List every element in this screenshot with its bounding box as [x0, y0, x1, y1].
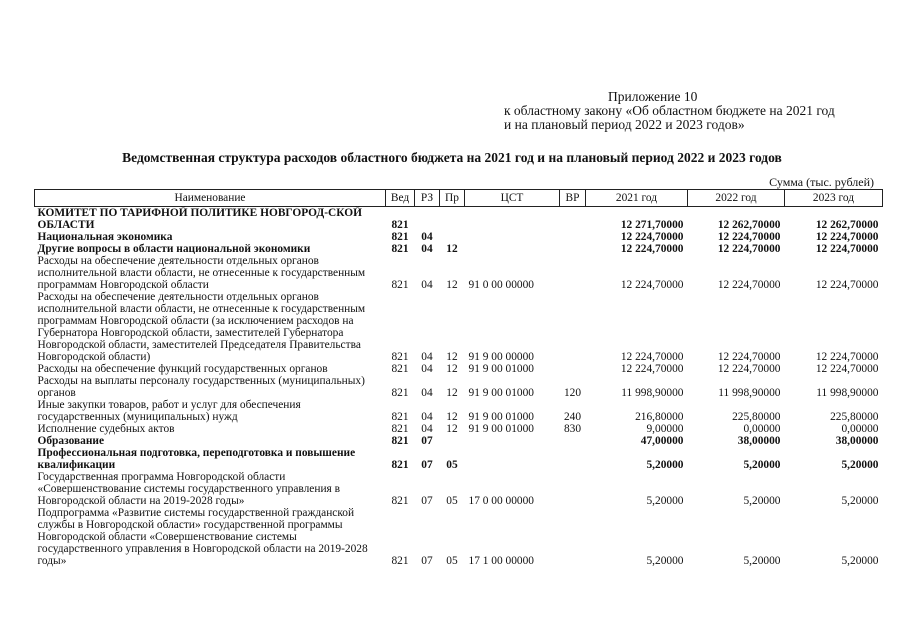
cell-pr: 12: [446, 351, 458, 363]
cell-ved: 821: [391, 555, 409, 567]
cell-pr: 12: [446, 363, 458, 375]
table-header-row: [35, 190, 883, 207]
cell-ved: 821: [391, 219, 409, 231]
table-row: [35, 255, 883, 291]
cell-2021: 5,20000: [646, 459, 684, 471]
cell-cst: [465, 435, 560, 447]
cell-rz: 04: [421, 423, 433, 435]
cell-name: Другие вопросы в области национальной экономики: [37, 243, 311, 255]
cell-vr: [560, 255, 586, 291]
cell-2022: 5,20000: [743, 459, 781, 471]
cell-2021: 12 224,70000: [620, 243, 684, 255]
table-body: [35, 207, 883, 568]
appendix-header: [504, 90, 884, 132]
cell-2023: 225,80000: [830, 411, 879, 423]
cell-cst: 91 0 00 00000: [468, 279, 534, 291]
cell-pr: 05: [446, 555, 458, 567]
cell-vr: [560, 471, 586, 507]
cell-2022: 12 224,70000: [717, 231, 781, 243]
table-row: [35, 291, 883, 363]
table-row: [35, 507, 883, 567]
cell-pr: 12: [446, 423, 458, 435]
cell-cst: 91 9 00 01000: [468, 387, 534, 399]
cell-name: Государственная программа Новгородской области «Совершенствование системы государственного управления в Новгородской области на 2019-2028 годы»: [37, 471, 341, 507]
cell-rz: 07: [421, 435, 433, 447]
col-header-cst: ЦСТ: [465, 190, 560, 207]
cell-vr: [560, 207, 586, 232]
cell-ved: 821: [391, 351, 409, 363]
cell-vr: [560, 291, 586, 363]
cell-2021: 216,80000: [635, 411, 684, 423]
cell-ved: 821: [391, 363, 409, 375]
cell-2023: 5,20000: [841, 459, 879, 471]
col-header-rz: РЗ: [415, 190, 440, 207]
table-row: [35, 399, 883, 423]
cell-pr: 12: [446, 243, 458, 255]
cell-cst: 17 1 00 00000: [468, 555, 534, 567]
col-header-2021: 2021 год: [586, 190, 688, 207]
cell-2021: 5,20000: [646, 555, 684, 567]
cell-2022: 12 224,70000: [717, 243, 781, 255]
cell-rz: 04: [421, 363, 433, 375]
cell-pr: 12: [446, 279, 458, 291]
cell-2021: 12 271,70000: [620, 219, 684, 231]
cell-rz: 04: [421, 243, 433, 255]
cell-name: Иные закупки товаров, работ и услуг для обеспечения государственных (муниципальных) нужд: [37, 399, 301, 423]
cell-name: Расходы на обеспечение функций государственных органов: [37, 363, 328, 375]
cell-vr: [560, 507, 586, 567]
cell-vr: [560, 363, 586, 375]
cell-pr: 05: [446, 459, 458, 471]
cell-ved: 821: [391, 279, 409, 291]
cell-pr: [440, 207, 465, 232]
cell-2023: 12 224,70000: [815, 363, 879, 375]
cell-vr: [560, 447, 586, 471]
cell-2023: 5,20000: [841, 555, 879, 567]
cell-2021: 12 224,70000: [620, 351, 684, 363]
cell-pr: [440, 435, 465, 447]
cell-2022: 5,20000: [743, 495, 781, 507]
cell-name: Образование: [37, 435, 105, 447]
cell-rz: 07: [421, 555, 433, 567]
cell-2021: 12 224,70000: [620, 363, 684, 375]
cell-2022: 5,20000: [743, 555, 781, 567]
cell-2021: 5,20000: [646, 495, 684, 507]
cell-2022: 0,00000: [743, 423, 781, 435]
cell-ved: 821: [391, 459, 409, 471]
table-row: [35, 207, 883, 232]
cell-2023: 12 224,70000: [815, 231, 879, 243]
cell-2022: 38,00000: [737, 435, 781, 447]
cell-cst: [465, 243, 560, 255]
cell-name: Исполнение судебных актов: [37, 423, 175, 435]
col-header-vr: ВР: [560, 190, 586, 207]
cell-2023: 12 262,70000: [815, 219, 879, 231]
cell-rz: 04: [421, 411, 433, 423]
cell-pr: 12: [446, 387, 458, 399]
cell-2022: 11 998,90000: [718, 387, 781, 399]
cell-2023: 12 224,70000: [815, 351, 879, 363]
cell-ved: 821: [391, 411, 409, 423]
cell-2021: 11 998,90000: [621, 387, 684, 399]
cell-ved: 821: [391, 231, 409, 243]
table-row: [35, 423, 883, 435]
cell-vr: [560, 231, 586, 243]
cell-2022: 12 224,70000: [717, 279, 781, 291]
cell-2021: 47,00000: [640, 435, 684, 447]
appendix-number: Приложение 10: [608, 89, 698, 104]
cell-2022: 12 262,70000: [717, 219, 781, 231]
cell-cst: [465, 231, 560, 243]
col-header-2023: 2023 год: [785, 190, 883, 207]
table-row: [35, 363, 883, 375]
cell-name: КОМИТЕТ ПО ТАРИФНОЙ ПОЛИТИКЕ НОВГОРОД-СКОЙ ОБЛАСТИ: [37, 207, 362, 231]
table-row: [35, 243, 883, 255]
cell-cst: 91 9 00 01000: [468, 423, 534, 435]
cell-name: Национальная экономика: [37, 231, 173, 243]
cell-2023: 38,00000: [835, 435, 879, 447]
col-header-name: Наименование: [35, 190, 386, 207]
cell-ved: 821: [391, 387, 409, 399]
cell-vr: [560, 243, 586, 255]
cell-2023: 5,20000: [841, 495, 879, 507]
cell-cst: 91 9 00 01000: [468, 411, 534, 423]
cell-2023: 11 998,90000: [816, 387, 879, 399]
table-row: [35, 471, 883, 507]
cell-name: Расходы на выплаты персоналу государственных (муниципальных) органов: [37, 375, 365, 399]
cell-rz: 04: [421, 279, 433, 291]
cell-ved: 821: [391, 243, 409, 255]
appendix-law-line2: и на плановый период 2022 и 2023 годов»: [504, 117, 745, 132]
col-header-ved: Вед: [386, 190, 415, 207]
col-header-pr: Пр: [440, 190, 465, 207]
cell-rz: 07: [421, 459, 433, 471]
table-row: [35, 231, 883, 243]
cell-cst: 17 0 00 00000: [468, 495, 534, 507]
cell-cst: [465, 207, 560, 232]
cell-2021: 12 224,70000: [620, 279, 684, 291]
cell-name: Расходы на обеспечение деятельности отдельных органов исполнительной власти области, не отнесенные к государственным программам Новгородской области: [37, 255, 366, 291]
cell-2023: 12 224,70000: [815, 279, 879, 291]
cell-ved: 821: [391, 495, 409, 507]
cell-rz: 07: [421, 495, 433, 507]
document-title: Ведомственная структура расходов областного бюджета на 2021 год и на плановый период 2022 и 2023 годов: [122, 150, 782, 165]
cell-2021: 9,00000: [646, 423, 684, 435]
cell-pr: [440, 231, 465, 243]
cell-rz: 04: [421, 231, 433, 243]
cell-vr: [560, 435, 586, 447]
cell-name: Подпрограмма «Развитие системы государственной гражданской службы в Новгородской области» государственной программы Новгородской области «Совершенствование системы государственного управления в Новгородской области на 2019-2028 годы»: [37, 507, 368, 567]
table-row: [35, 447, 883, 471]
cell-2022: 225,80000: [732, 411, 781, 423]
appendix-law-line1: к областному закону «Об областном бюджете на 2021 год: [504, 103, 835, 118]
cell-2022: 12 224,70000: [717, 351, 781, 363]
cell-vr: 240: [563, 411, 582, 423]
cell-2022: 12 224,70000: [717, 363, 781, 375]
cell-vr: 830: [563, 423, 582, 435]
cell-rz: 04: [421, 351, 433, 363]
cell-rz: [415, 207, 440, 232]
cell-cst: [465, 447, 560, 471]
cell-2021: 12 224,70000: [620, 231, 684, 243]
units-caption: Сумма (тыс. рублей): [769, 175, 874, 189]
cell-rz: 04: [421, 387, 433, 399]
table-row: [35, 435, 883, 447]
cell-2023: 12 224,70000: [815, 243, 879, 255]
cell-ved: 821: [391, 423, 409, 435]
cell-name: Расходы на обеспечение деятельности отдельных органов исполнительной власти области, не отнесенные к государственным программам Новгородской области (за исключением расходов на Губернатора Новгородской области, заместителей Губернатора Новгородской области, заместителей Председателя Правительства Новгородской области): [37, 291, 366, 363]
cell-cst: 91 9 00 00000: [468, 351, 534, 363]
cell-pr: 05: [446, 495, 458, 507]
col-header-2022: 2022 год: [688, 190, 785, 207]
cell-ved: 821: [391, 435, 409, 447]
cell-name: Профессиональная подготовка, переподготовка и повышение квалификации: [37, 447, 356, 471]
budget-table: [34, 189, 883, 567]
cell-cst: 91 9 00 01000: [468, 363, 534, 375]
cell-vr: 120: [563, 387, 582, 399]
table-row: [35, 375, 883, 399]
cell-pr: 12: [446, 411, 458, 423]
cell-2023: 0,00000: [841, 423, 879, 435]
